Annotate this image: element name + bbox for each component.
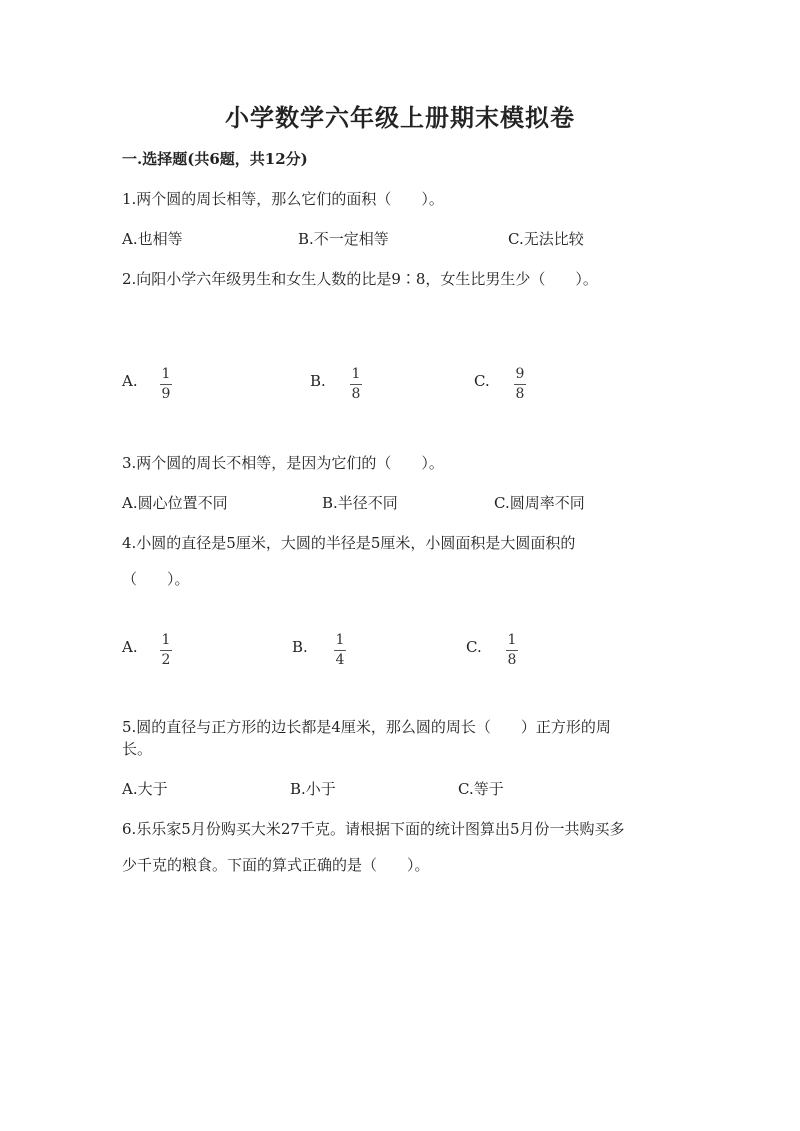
- question-5-option-a[interactable]: A.大于: [122, 780, 168, 798]
- question-3-option-b[interactable]: B.半径不同: [322, 494, 398, 512]
- numerator: 1: [335, 632, 345, 648]
- question-5-text-line1: 5.圆的直径与正方形的边长都是4厘米，那么圆的周长（ ）正方形的周: [122, 718, 611, 736]
- numerator: 1: [351, 366, 361, 382]
- question-6-text-line2: 少千克的粮食。下面的算式正确的是（ ）。: [122, 856, 430, 874]
- option-label: C.: [474, 372, 490, 390]
- question-3-option-c[interactable]: C.圆周率不同: [494, 494, 585, 512]
- question-5-option-b[interactable]: B.小于: [290, 780, 336, 798]
- fraction-bar: [514, 384, 526, 385]
- fraction-bar: [506, 650, 518, 651]
- fraction: [160, 633, 172, 668]
- question-2-text: 2.向阳小学六年级男生和女生人数的比是9∶8，女生比男生少（ ）。: [122, 270, 598, 288]
- numerator: 9: [515, 366, 525, 382]
- numerator: 1: [161, 632, 171, 648]
- question-3-option-a[interactable]: A.圆心位置不同: [122, 494, 228, 512]
- question-1-option-a[interactable]: A.也相等: [122, 230, 183, 248]
- option-label: C.: [466, 638, 482, 656]
- option-label: B.: [310, 372, 326, 390]
- fraction: [506, 633, 518, 668]
- section-heading: 一.选择题(共6题，共12分): [122, 150, 308, 168]
- fraction-bar: [160, 384, 172, 385]
- question-5-option-c[interactable]: C.等于: [458, 780, 504, 798]
- denominator: 9: [161, 386, 171, 402]
- question-1-text: 1.两个圆的周长相等，那么它们的面积（ ）。: [122, 190, 444, 208]
- denominator: 8: [507, 652, 517, 668]
- fraction: [514, 367, 526, 402]
- option-label: B.: [292, 638, 308, 656]
- denominator: 8: [351, 386, 361, 402]
- fraction: [334, 633, 346, 668]
- fraction: [160, 367, 172, 402]
- option-label: A.: [122, 372, 138, 390]
- question-1-option-c[interactable]: C.无法比较: [508, 230, 584, 248]
- question-6-text-line1: 6.乐乐家5月份购买大米27千克。请根据下面的统计图算出5月份一共购买多: [122, 820, 625, 838]
- question-3-text: 3.两个圆的周长不相等，是因为它们的（ ）。: [122, 454, 444, 472]
- numerator: 1: [161, 366, 171, 382]
- denominator: 8: [515, 386, 525, 402]
- question-4-text-line2: （ ）。: [122, 570, 190, 588]
- fraction-bar: [160, 650, 172, 651]
- page-title: 小学数学六年级上册期末模拟卷: [225, 103, 575, 132]
- fraction: [350, 367, 362, 402]
- denominator: 4: [335, 652, 345, 668]
- option-label: A.: [122, 638, 138, 656]
- numerator: 1: [507, 632, 517, 648]
- question-4-text-line1: 4.小圆的直径是5厘米，大圆的半径是5厘米，小圆面积是大圆面积的: [122, 534, 576, 552]
- fraction-bar: [350, 384, 362, 385]
- question-5-text-line2: 长。: [122, 740, 153, 758]
- fraction-bar: [334, 650, 346, 651]
- question-1-option-b[interactable]: B.不一定相等: [298, 230, 389, 248]
- denominator: 2: [161, 652, 171, 668]
